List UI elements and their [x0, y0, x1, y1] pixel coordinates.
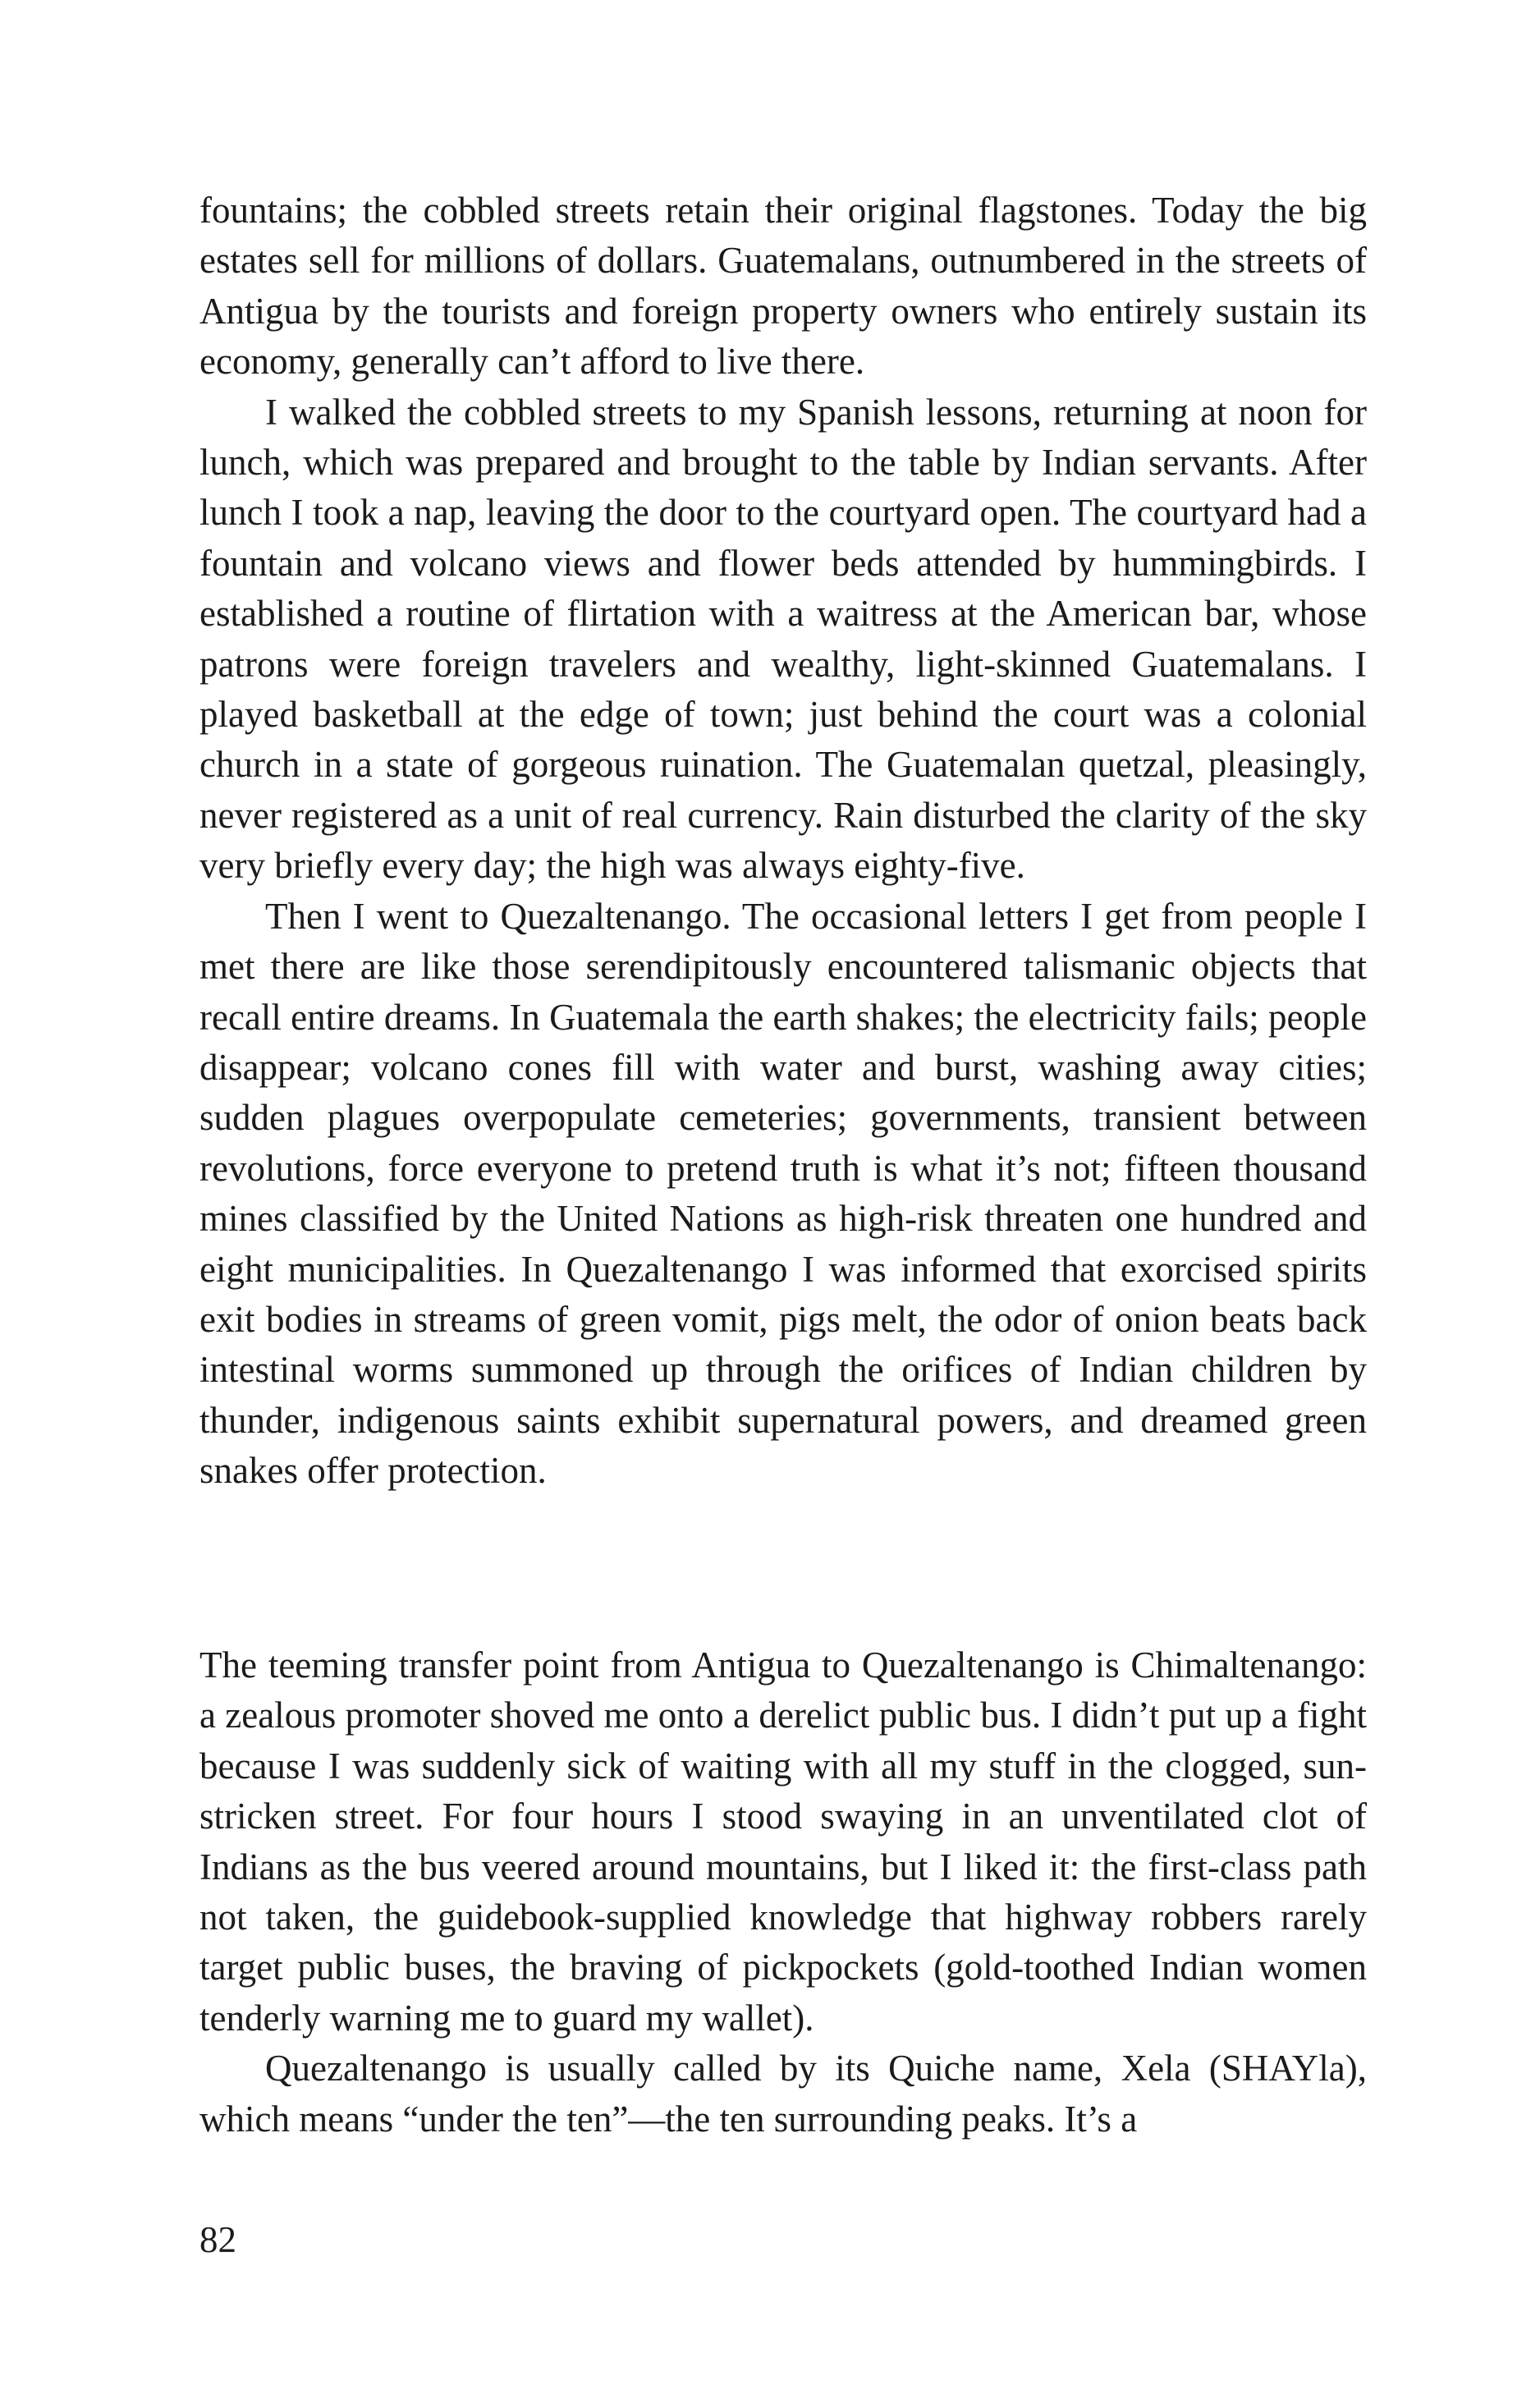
text-section-one	[199, 186, 1367, 1497]
paragraph-quezaltenango-intro: Then I went to Quezaltenango. The occasional letters I get from people I met there are like those serendipitously encountered talismanic objects that recall entire dreams. In Guatemala the earth shakes; the electricity fails; people disappear; volcano cones fill with water and burst, washing away cities; sudden plagues overpopulate cemeteries; governments, transient between revolutions, force everyone to pretend truth is what it’s not; fifteen thousand mines classified by the United Nations as high-risk threaten one hundred and eight municipalities. In Quezaltenango I was informed that exorcised spirits exit bodies in streams of green vomit, pigs melt, the odor of onion beats back intestinal worms summoned up through the orifices of Indian children by thunder, indigenous saints exhibit supernatural powers, and dreamed green snakes offer protection.	[199, 895, 1367, 1492]
paragraph-bus-journey: The teeming transfer point from Antigua to Quezaltenango is Chimaltenango: a zealous promoter shoved me onto a derelict public bus. I didn’t put up a fight because I was suddenly sick of waiting with all my stuff in the clogged, sun-stricken street. For four hours I stood swaying in an unventilated clot of Indians as the bus veered around mountains, but I liked it: the first-class path not taken, the guidebook-supplied knowledge that highway robbers rarely target public buses, the braving of pickpockets (gold-toothed Indian women tenderly warning me to guard my wallet).	[199, 1644, 1367, 2039]
paragraph-antigua-routine: I walked the cobbled streets to my Spanish lessons, returning at noon for lunch, which was prepared and brought to the table by Indian servants. After lunch I took a nap, leaving the door to the courtyard open. The courtyard had a fountain and volcano views and flower beds attended by hummingbirds. I established a routine of flirtation with a waitress at the American bar, whose patrons were foreign travelers and wealthy, light-skinned Guatemalans. I played basketball at the edge of town; just behind the court was a colonial church in a state of gorgeous ruination. The Guatemalan quetzal, pleasingly, never registered as a unit of real currency. Rain disturbed the clarity of the sky very briefly every day; the high was always eighty-five.	[199, 391, 1367, 887]
text-section-two	[199, 1640, 1367, 2144]
paragraph-xela-name: Quezaltenango is usually called by its Quiche name, Xela (SHAYla), which means “under the ten”—the ten surrounding peaks. It’s a	[199, 2048, 1367, 2140]
page-number: 82	[199, 2219, 236, 2260]
paragraph-continued: fountains; the cobbled streets retain their original flagstones. Today the big estates sell for millions of dollars. Guatemalans, outnumbered in the streets of Antigua by the tourists and foreign property owners who entirely sustain its economy, generally can’t afford to live there.	[199, 190, 1367, 383]
